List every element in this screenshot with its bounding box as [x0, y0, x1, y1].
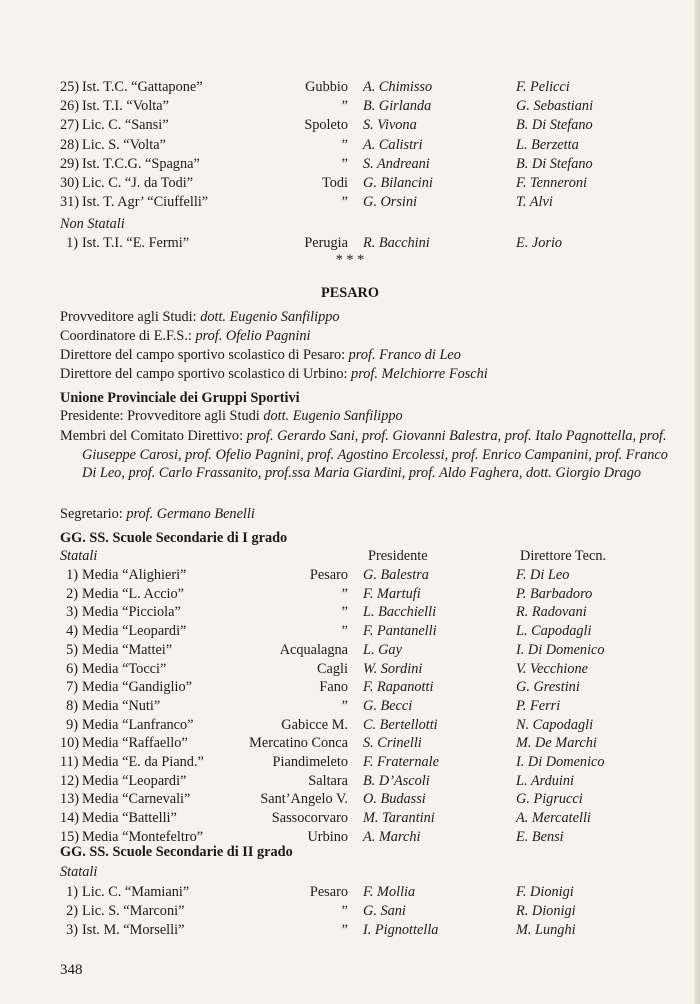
section-subheading — [0, 214, 700, 234]
table-header — [0, 546, 700, 566]
row-number: 3) — [66, 604, 78, 621]
school-name: Media “Picciola” — [82, 604, 181, 621]
row-number: 29) — [60, 155, 80, 172]
director-name: L. Arduini — [516, 772, 574, 789]
school-city: ” — [341, 903, 348, 919]
president-name: F. Martufi — [363, 585, 421, 602]
page-number: 348 — [60, 962, 83, 978]
school-city: ” — [341, 155, 348, 172]
director-name: V. Vecchione — [516, 660, 588, 677]
membri-paragraph — [60, 427, 682, 483]
table-row — [0, 77, 700, 97]
row-number: 30) — [60, 175, 80, 191]
provveditore-label: Provveditore agli Studi: — [60, 309, 197, 325]
separator-line — [0, 250, 700, 270]
row-number: 14) — [60, 810, 80, 827]
school-name: Media “Leopardi” — [82, 623, 187, 640]
row-number: 5) — [66, 641, 78, 658]
row-number: 2) — [66, 903, 78, 919]
school-city: Urbino — [307, 828, 348, 845]
separator-stars: * * * — [335, 252, 365, 268]
director-name: N. Capodagli — [516, 716, 594, 733]
row-number: 2) — [66, 585, 78, 602]
president-name: A. Calistri — [363, 136, 423, 153]
row-number: 8) — [66, 697, 78, 714]
president-name: B. D’Ascoli — [363, 772, 430, 789]
school-name: Lic. C. “J. da Todi” — [82, 175, 194, 191]
row-number: 7) — [66, 679, 78, 696]
table-row — [0, 602, 700, 622]
subsection-title — [0, 842, 700, 862]
president-name: F. Fraternale — [363, 754, 439, 770]
director-name: P. Barbadoro — [516, 585, 593, 602]
table-row — [0, 752, 700, 772]
director-name: R. Radovani — [516, 604, 587, 621]
school-city: ” — [341, 922, 348, 938]
row-number: 28) — [60, 136, 80, 153]
table-row — [0, 920, 700, 940]
row-number: 3) — [66, 922, 78, 938]
director-name: M. Lunghi — [516, 922, 576, 938]
table-row — [0, 882, 700, 902]
direttore-urbino-text — [60, 364, 488, 384]
school-city: ” — [341, 136, 348, 153]
segretario-label: Segretario: — [60, 506, 123, 522]
school-name: Media “Battelli” — [82, 810, 177, 827]
membri-list: prof. Gerardo Sani, prof. Giovanni Balestra, prof. Italo Pagnottella, prof. Giuseppe Carosi, prof. Ofelio Pagnini, prof. Agostino Ercolessi, prof. Enrico Campanini, prof. Franco Di Leo, prof. Carlo Frassanito, prof.ssa Maria Giardini, prof. Aldo Faghera, dott. Giorgio Drago — [82, 428, 668, 481]
president-name: F. Mollia — [363, 884, 416, 900]
direttore-urbino — [0, 364, 700, 384]
school-city: Spoleto — [304, 117, 348, 134]
president-name: G. Bilancini — [363, 175, 433, 191]
school-name: Media “Leopardi” — [82, 772, 187, 789]
table-row — [0, 96, 700, 116]
table-row — [0, 154, 700, 174]
table-row — [0, 715, 700, 735]
school-city: Acqualagna — [279, 641, 348, 658]
president-name: C. Bertellotti — [363, 716, 438, 733]
president-name: W. Sordini — [363, 660, 423, 677]
coordinatore-value: prof. Ofelio Pagnini — [195, 328, 311, 344]
table-header — [0, 862, 700, 882]
presidente-text — [60, 406, 403, 426]
table-row — [0, 584, 700, 604]
school-name: Lic. C. “Sansi” — [82, 117, 169, 134]
school-name: Lic. C. “Mamiani” — [82, 884, 190, 900]
school-city: Piandimeleto — [272, 754, 348, 770]
direttore-pesaro — [0, 345, 700, 365]
direttore-pesaro-value: prof. Franco di Leo — [348, 347, 461, 363]
row-number: 11) — [60, 754, 79, 770]
table-row — [0, 789, 700, 809]
table-row — [0, 173, 700, 193]
table-row — [0, 808, 700, 828]
provveditore-value: dott. Eugenio Sanfilippo — [200, 309, 340, 325]
director-name: F. Pelicci — [516, 79, 570, 95]
director-name: G. Grestini — [516, 679, 580, 696]
president-name: F. Rapanotti — [363, 679, 434, 696]
school-city: ” — [341, 585, 348, 602]
direttore-pesaro-text — [60, 345, 461, 365]
section-title — [0, 283, 700, 303]
school-city: Sant’Angelo V. — [260, 791, 348, 808]
school-name: Media “Lanfranco” — [82, 716, 194, 733]
president-name: G. Orsini — [363, 194, 418, 211]
table-row — [0, 771, 700, 791]
school-name: Media “Montefeltro” — [82, 828, 204, 845]
row-number: 4) — [66, 623, 78, 640]
school-name: Ist. T.C. “Gattapone” — [82, 79, 203, 95]
subsection-title — [0, 528, 700, 548]
statali-label: Statali — [60, 864, 98, 880]
director-name: B. Di Stefano — [516, 155, 593, 172]
coordinatore-text — [60, 326, 311, 346]
school-name: Ist. T.I. “Volta” — [82, 98, 169, 115]
row-number: 12) — [60, 772, 80, 789]
president-name: G. Balestra — [363, 567, 429, 583]
director-name: G. Pigrucci — [516, 791, 583, 808]
row-number: 10) — [60, 735, 80, 752]
school-city: Gabicce M. — [281, 716, 348, 733]
gs1-title: GG. SS. Scuole Secondarie di I grado — [60, 530, 288, 546]
row-number: 9) — [66, 716, 78, 733]
school-city: ” — [341, 194, 348, 211]
table-row — [0, 677, 700, 697]
director-name: L. Capodagli — [516, 623, 592, 640]
director-name: F. Tenneroni — [516, 175, 587, 191]
school-city: ” — [341, 98, 348, 115]
school-name: Lic. S. “Marconi” — [82, 903, 185, 919]
school-name: Ist. T. Agr’ “Ciuffelli” — [82, 194, 209, 211]
school-city: Pesaro — [309, 567, 348, 583]
membri-label: Membri del Comitato Direttivo: — [60, 428, 244, 444]
director-name: L. Berzetta — [516, 136, 579, 153]
coordinatore — [0, 326, 700, 346]
director-name: E. Bensi — [516, 828, 564, 845]
school-city: Cagli — [317, 660, 348, 677]
provveditore — [0, 307, 700, 327]
presidente-label: Presidente: Provveditore agli Studi — [60, 408, 260, 424]
table-row — [0, 901, 700, 921]
school-name: Ist. T.I. “E. Fermi” — [82, 235, 190, 251]
school-city: Pesaro — [309, 884, 348, 900]
president-name: S. Andreani — [363, 155, 430, 172]
gs2-title: GG. SS. Scuole Secondarie di II grado — [60, 844, 293, 860]
table-row — [0, 696, 700, 716]
row-number: 31) — [60, 194, 80, 211]
table-row — [0, 640, 700, 660]
school-city: Saltara — [308, 772, 348, 789]
director-name: T. Alvi — [516, 194, 553, 211]
row-number: 1) — [66, 235, 78, 251]
school-name: Media “E. da Piand.” — [82, 754, 204, 770]
school-name: Lic. S. “Volta” — [82, 136, 166, 153]
director-name: B. Di Stefano — [516, 117, 593, 134]
direttore-pesaro-label: Direttore del campo sportivo scolastico di Pesaro: — [60, 347, 346, 363]
school-city: ” — [341, 623, 348, 640]
director-name: R. Dionigi — [516, 903, 576, 919]
president-name: A. Chimisso — [363, 79, 433, 95]
director-name: I. Di Domenico — [516, 754, 605, 770]
school-name: Ist. T.C.G. “Spagna” — [82, 155, 200, 172]
president-name: R. Bacchini — [363, 235, 430, 251]
coordinatore-label: Coordinatore di E.F.S.: — [60, 328, 192, 344]
column-director: Direttore Tecn. — [520, 548, 607, 564]
president-name: L. Gay — [363, 641, 402, 658]
school-city: ” — [341, 604, 348, 621]
school-name: Media “Raffaello” — [82, 735, 188, 752]
school-city: Fano — [319, 679, 348, 696]
president-name: A. Marchi — [363, 828, 421, 845]
school-city: Perugia — [304, 235, 348, 251]
president-name: G. Becci — [363, 697, 413, 714]
school-city: ” — [341, 697, 348, 714]
direttore-urbino-value: prof. Melchiorre Foschi — [351, 366, 488, 382]
president-name: I. Pignottella — [363, 922, 439, 938]
segretario-text — [60, 504, 255, 524]
row-number: 1) — [66, 884, 78, 900]
row-number: 15) — [60, 828, 80, 845]
director-name: F. Di Leo — [516, 567, 570, 583]
president-name: S. Vivona — [363, 117, 417, 134]
president-name: F. Pantanelli — [363, 623, 437, 640]
director-name: E. Jorio — [516, 235, 563, 251]
president-name: S. Crinelli — [363, 735, 422, 752]
president-name: O. Budassi — [363, 791, 426, 808]
table-row — [0, 135, 700, 155]
president-name: L. Bacchielli — [363, 604, 437, 621]
school-name: Media “Gandiglio” — [82, 679, 192, 696]
school-name: Media “Alighieri” — [82, 567, 187, 583]
direttore-urbino-label: Direttore del campo sportivo scolastico di Urbino: — [60, 366, 348, 382]
segretario-value: prof. Germano Benelli — [126, 506, 255, 522]
table-row — [0, 659, 700, 679]
provveditore-text — [60, 307, 340, 327]
presidente-value: dott. Eugenio Sanfilippo — [263, 408, 403, 424]
director-name: G. Sebastiani — [516, 98, 594, 115]
row-number: 13) — [60, 791, 80, 808]
table-row — [0, 565, 700, 585]
president-name: G. Sani — [363, 903, 406, 919]
school-city: Gubbio — [305, 79, 348, 95]
column-president: Presidente — [368, 548, 428, 564]
director-name: M. De Marchi — [516, 735, 597, 752]
unione-title: Unione Provinciale dei Gruppi Sportivi — [60, 390, 300, 406]
row-number: 26) — [60, 98, 80, 115]
president-name: B. Girlanda — [363, 98, 432, 115]
director-name: I. Di Domenico — [516, 641, 605, 658]
non-statali-label: Non Statali — [60, 216, 125, 232]
subsection-title — [0, 388, 700, 408]
president-name: M. Tarantini — [363, 810, 435, 827]
row-number: 25) — [60, 79, 80, 95]
table-row — [0, 115, 700, 135]
school-name: Media “L. Accio” — [82, 585, 185, 602]
director-name: A. Mercatelli — [516, 810, 591, 827]
pesaro-title: PESARO — [321, 285, 379, 301]
school-city: Sassocorvaro — [271, 810, 348, 827]
director-name: P. Ferri — [516, 697, 561, 714]
table-row — [0, 733, 700, 753]
school-name: Media “Carnevali” — [82, 791, 191, 808]
school-name: Media “Nuti” — [82, 697, 161, 714]
school-city: Mercatino Conca — [249, 735, 348, 752]
table-row — [0, 621, 700, 641]
row-number: 6) — [66, 660, 78, 677]
school-name: Ist. M. “Morselli” — [82, 922, 185, 938]
presidente — [0, 406, 700, 426]
school-name: Media “Mattei” — [82, 641, 173, 658]
row-number: 1) — [66, 567, 78, 583]
school-name: Media “Tocci” — [82, 660, 167, 677]
director-name: F. Dionigi — [516, 884, 574, 900]
table-row — [0, 192, 700, 212]
row-number: 27) — [60, 117, 80, 134]
school-city: Todi — [321, 175, 348, 191]
segretario — [0, 504, 700, 524]
statali-label: Statali — [60, 548, 98, 564]
